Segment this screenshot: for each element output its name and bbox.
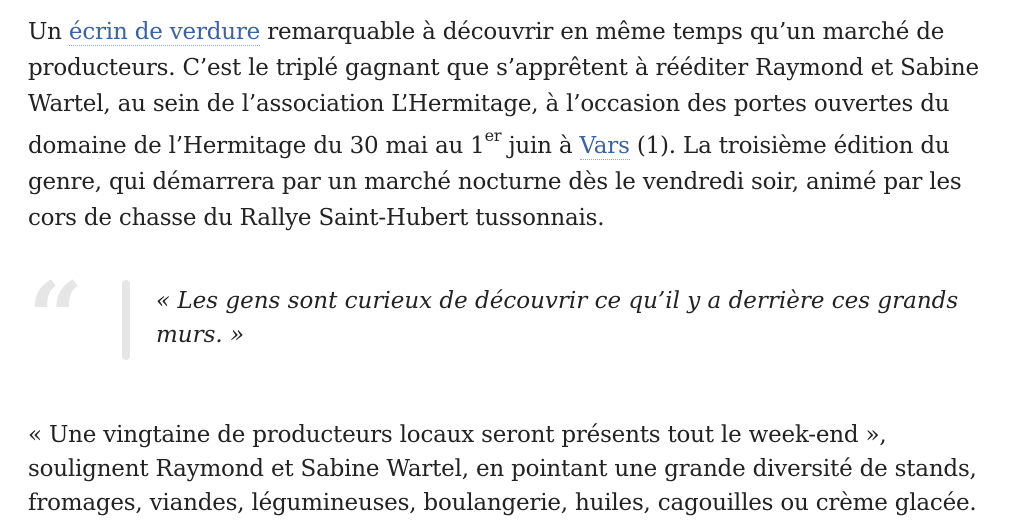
pull-quote-line: « Les gens sont curieux de découvrir ce qu’il y a derrière ces grands [156, 288, 959, 314]
paragraph-line: Wartel, au sein de l’association L’Hermitage, à l’occasion des portes ouvertes du [28, 91, 950, 117]
intro-paragraph [28, 14, 998, 236]
body-paragraph [28, 418, 1008, 520]
paragraph-line [28, 14, 998, 50]
paragraph-line: « Une vingtaine de producteurs locaux seront présents tout le week-end », [28, 422, 887, 448]
paragraph-line: genre, qui démarrera par un marché nocturne dès le vendredi soir, animé par les [28, 169, 962, 195]
ordinal-superscript: er [484, 126, 502, 146]
quote-divider [122, 280, 130, 360]
paragraph-line: fromages, viandes, légumineuses, boulangerie, huiles, cagouilles ou crème glacée. [28, 490, 977, 516]
link-ecrin-de-verdure[interactable]: écrin de verdure [68, 19, 261, 45]
quote-mark-icon: “ [28, 261, 84, 374]
pull-quote-line: murs. » [156, 322, 245, 348]
text-run: domaine de l’Hermitage du 30 mai au 1 [28, 133, 485, 159]
paragraph-line: soulignent Raymond et Sabine Wartel, en pointant une grande diversité de stands, [28, 456, 977, 482]
text-run: juin à [501, 133, 580, 159]
text-run: remarquable à découvrir en même temps qu’un marché de [260, 19, 945, 45]
paragraph-line: cors de chasse du Rallye Saint-Hubert tussonnais. [28, 205, 605, 231]
article-body [28, 14, 998, 236]
pull-quote [28, 261, 988, 374]
paragraph-line: producteurs. C’est le triplé gagnant que s’apprêtent à rééditer Raymond et Sabine [28, 55, 979, 81]
text-run: Un [28, 19, 69, 45]
pull-quote-text [156, 284, 976, 352]
paragraph-line [28, 128, 998, 164]
link-vars[interactable]: Vars [579, 133, 630, 159]
text-run: (1). La troisième édition du [629, 133, 950, 159]
